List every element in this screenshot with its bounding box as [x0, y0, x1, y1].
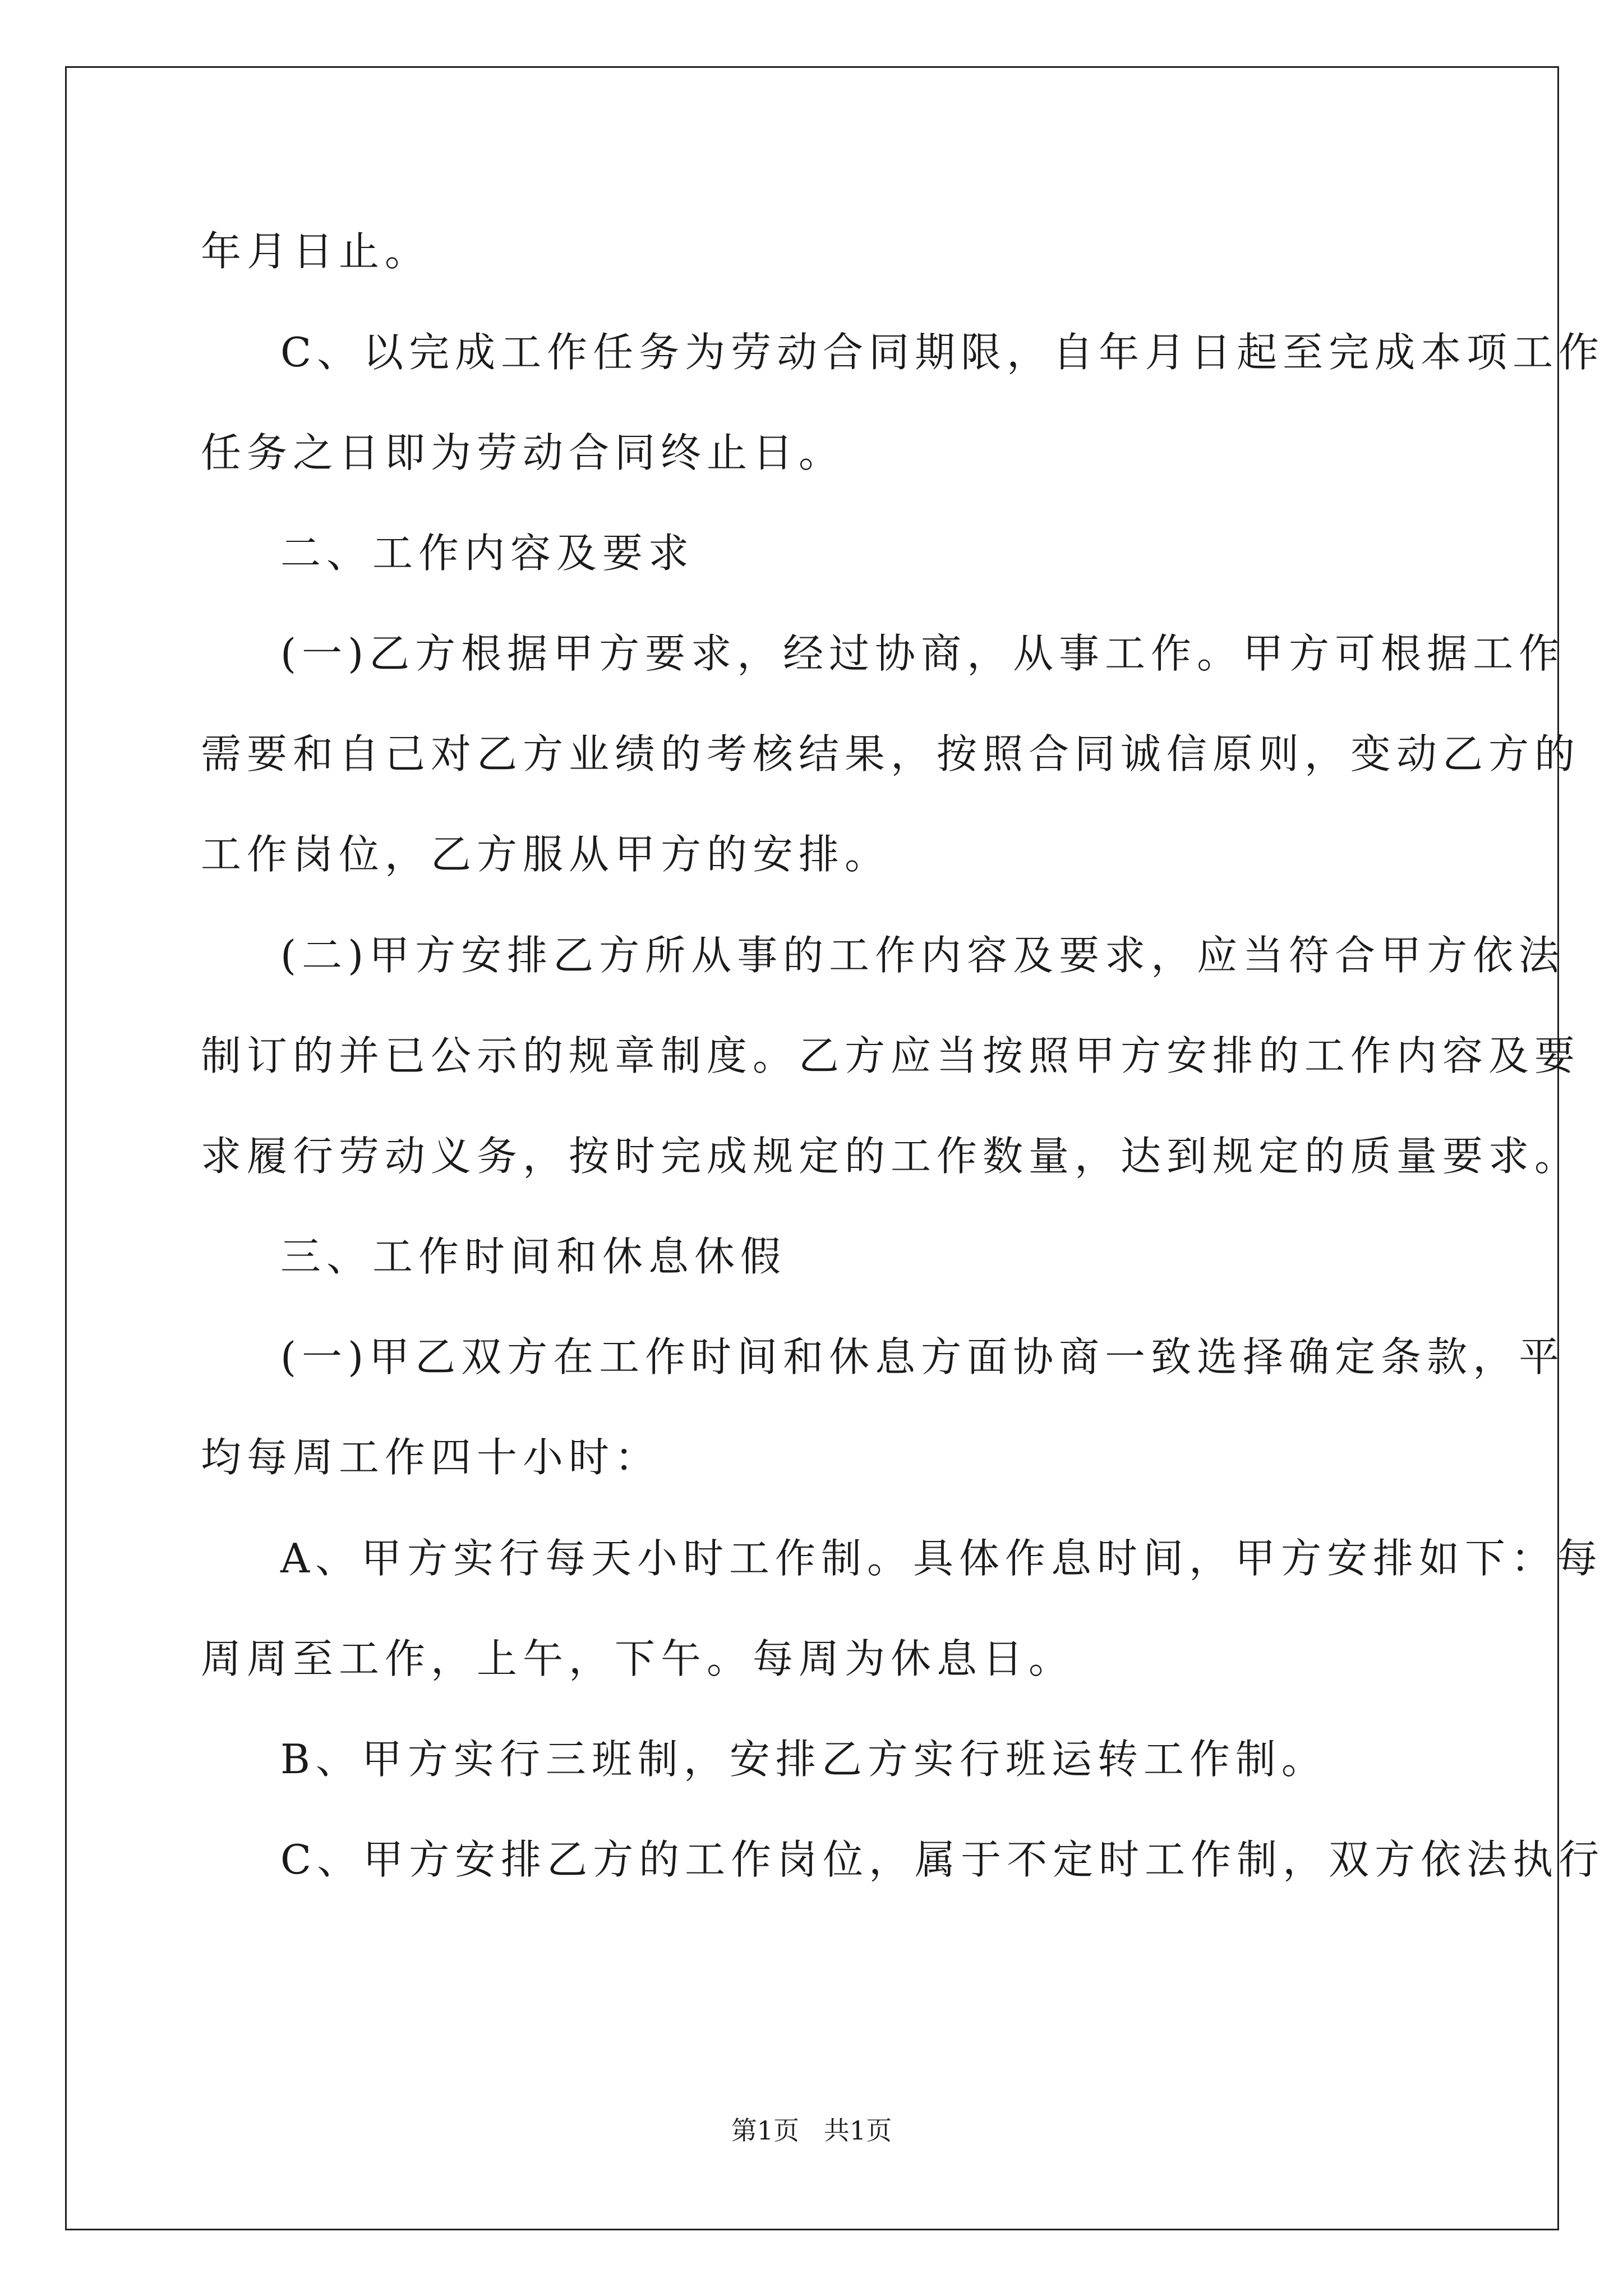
section-heading: 三、工作时间和休息休假: [280, 1233, 787, 1280]
text-line: 年月日止。: [201, 228, 431, 275]
text-line: 需要和自己对乙方业绩的考核结果，按照合同诚信原则，变动乙方的: [201, 730, 1581, 777]
text-line: 周周至工作，上午，下午。每周为休息日。: [201, 1635, 1075, 1682]
text-line: 任务之日即为劳动合同终止日。: [201, 429, 845, 476]
text-line: A、甲方实行每天小时工作制。具体作息时间，甲方安排如下：每: [280, 1535, 1603, 1582]
text-line: 求履行劳动义务，按时完成规定的工作数量，达到规定的质量要求。: [201, 1133, 1581, 1180]
text-line: 制订的并已公示的规章制度。乙方应当按照甲方安排的工作内容及要: [201, 1032, 1581, 1079]
section-heading: 二、工作内容及要求: [280, 530, 695, 577]
text-line: B、甲方实行三班制，安排乙方实行班运转工作制。: [280, 1736, 1327, 1783]
text-line: (一)乙方根据甲方要求，经过协商，从事工作。甲方可根据工作: [280, 630, 1565, 677]
text-line: C、以完成工作任务为劳动合同期限，自年月日起至完成本项工作: [280, 329, 1605, 376]
page-footer: 第1页 共1页: [731, 2115, 892, 2146]
text-line: (二)甲方安排乙方所从事的工作内容及要求，应当符合甲方依法: [280, 932, 1565, 979]
text-line: C、甲方安排乙方的工作岗位，属于不定时工作制，双方依法执行: [280, 1836, 1605, 1883]
text-line: 均每周工作四十小时：: [201, 1434, 661, 1481]
text-line: 工作岗位，乙方服从甲方的安排。: [201, 831, 891, 878]
text-line: (一)甲乙双方在工作时间和休息方面协商一致选择确定条款，平: [280, 1333, 1565, 1381]
